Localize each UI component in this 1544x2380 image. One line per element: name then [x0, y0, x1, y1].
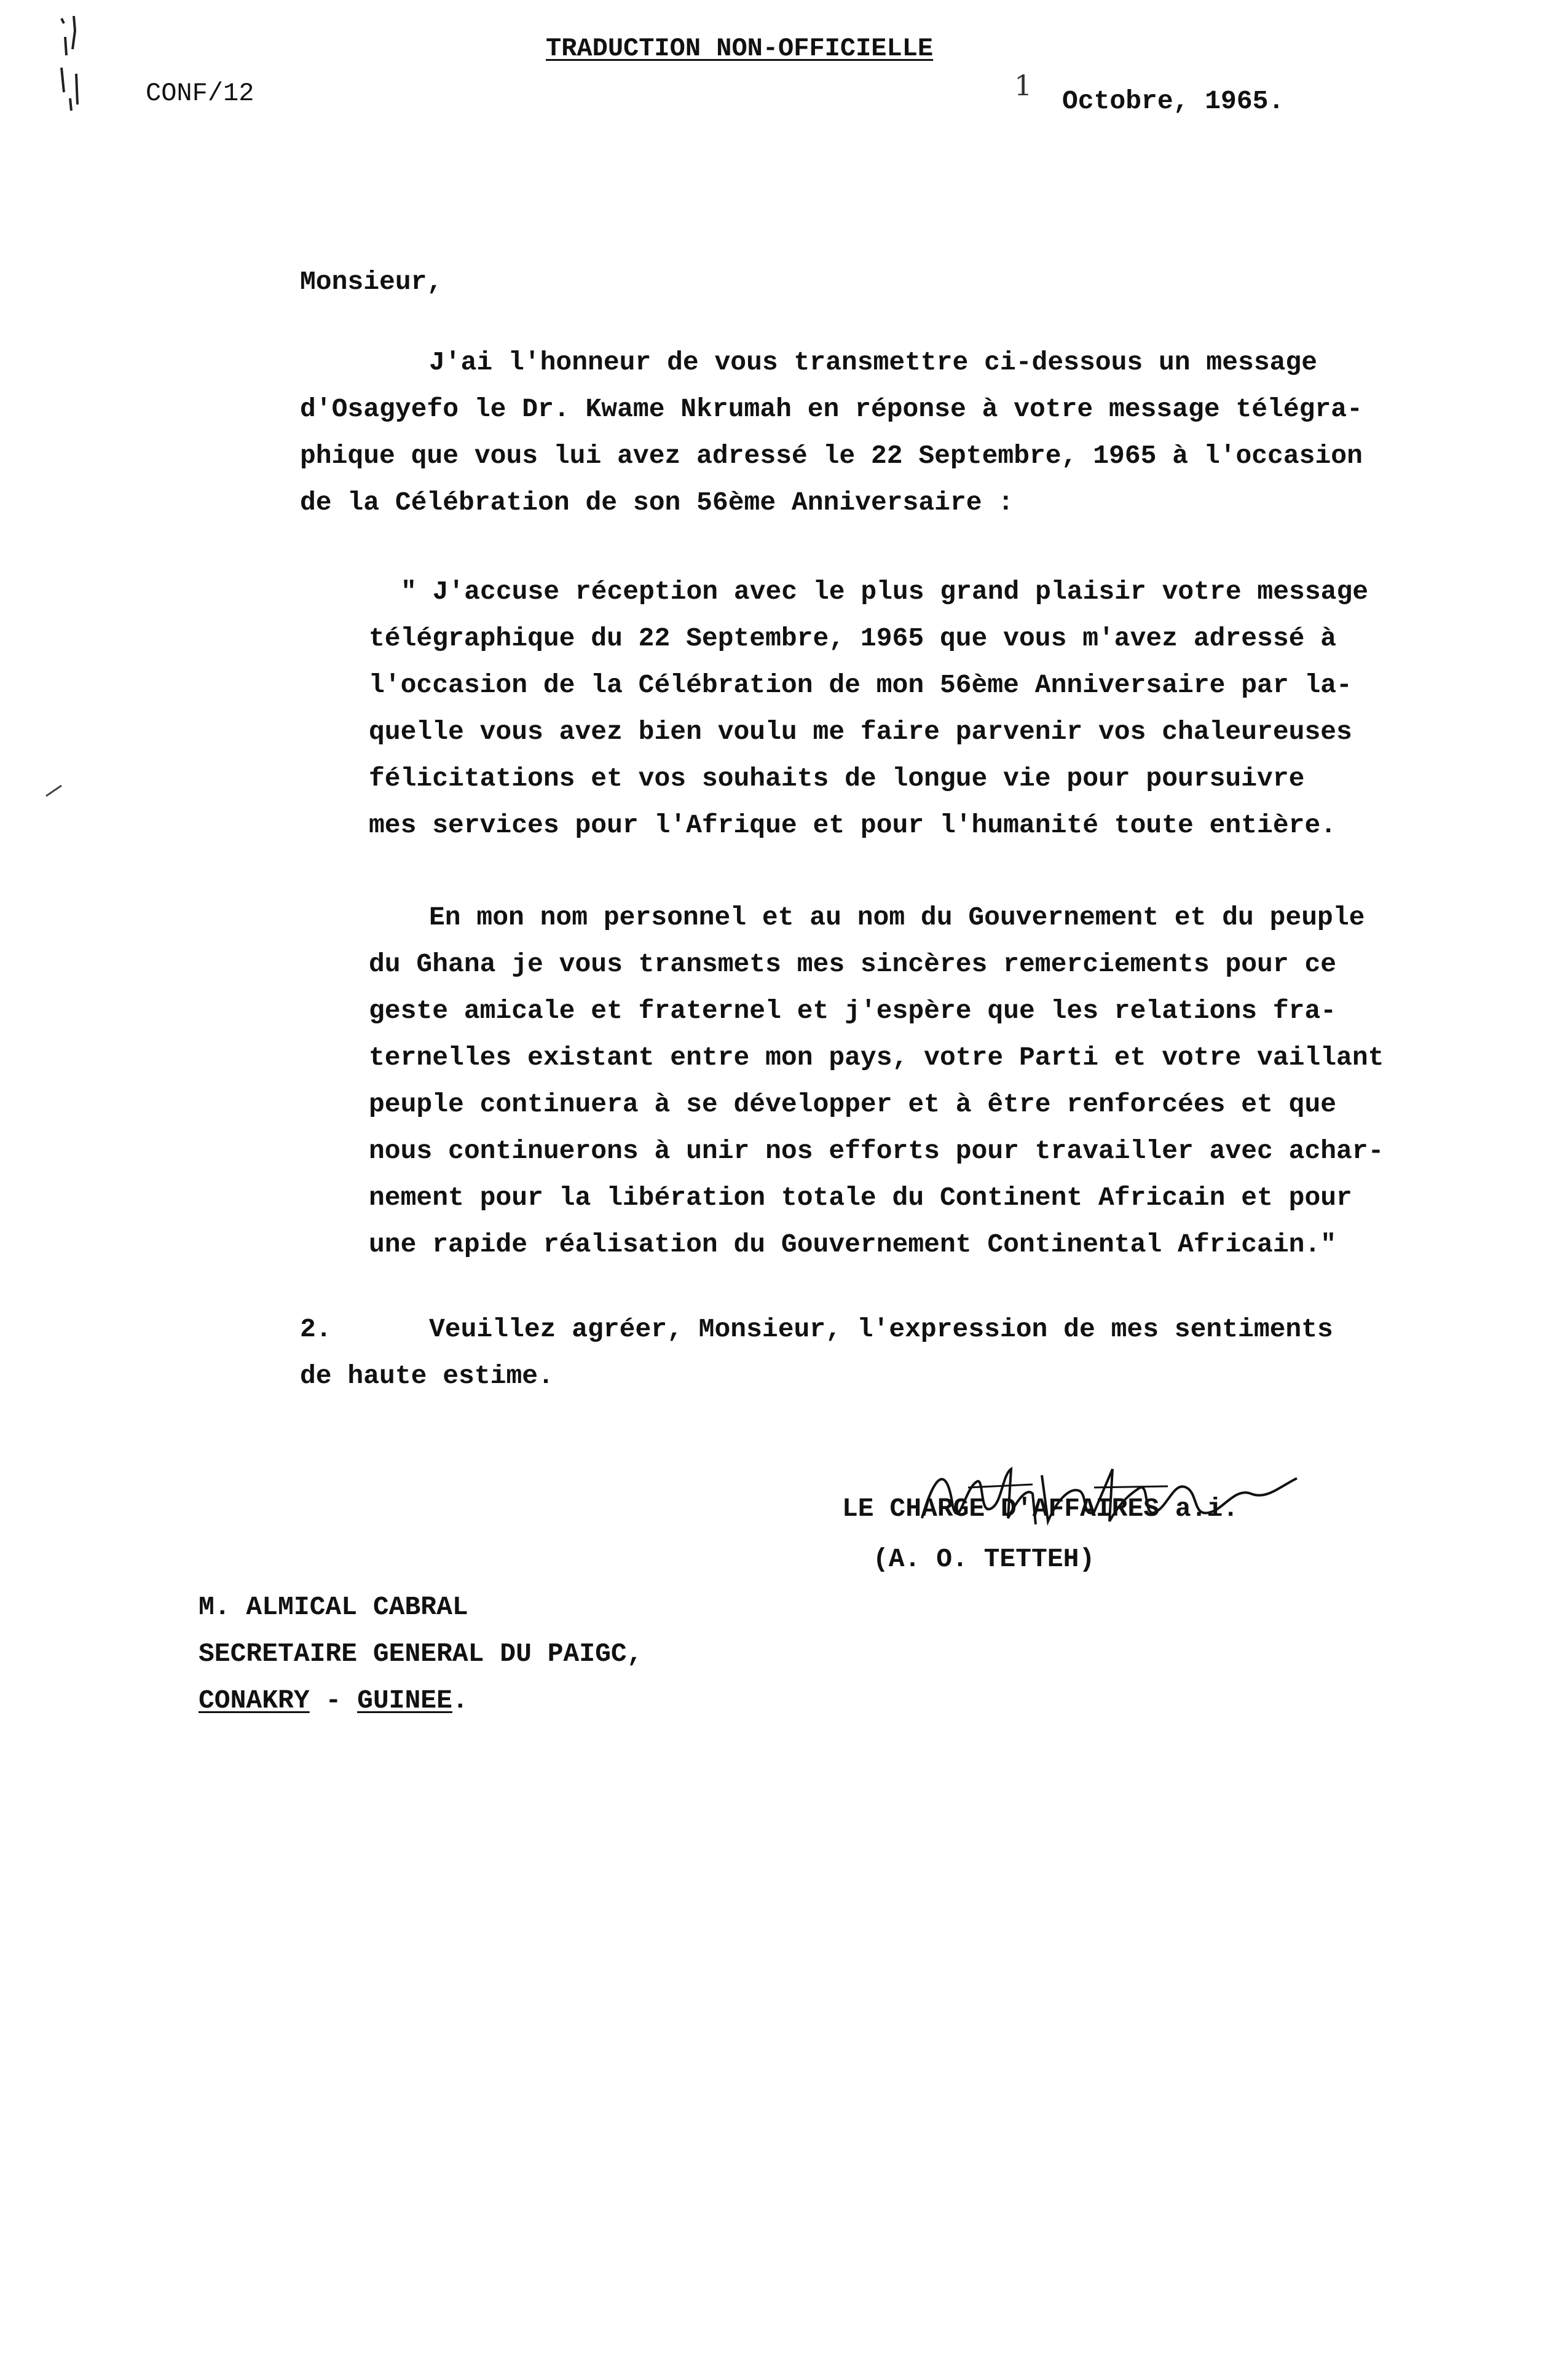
quote-line: nous continuerons à unir nos efforts pour travailler avec achar-: [369, 1136, 1384, 1166]
addressee-country: GUINEE: [357, 1685, 452, 1716]
closing-number: 2.: [300, 1314, 332, 1344]
letter-date: Octobre, 1965.: [1062, 86, 1285, 116]
closing-line: Veuillez agréer, Monsieur, l'expression de mes sentiments: [429, 1314, 1333, 1344]
quote-line: ternelles existant entre mon pays, votre Parti et votre vaillant: [369, 1042, 1384, 1073]
addressee-city: CONAKRY: [199, 1685, 310, 1716]
quote-line: l'occasion de la Célébration de mon 56ème Anniversaire par la-: [369, 670, 1352, 700]
quote-line: nement pour la libération totale du Continent Africain et pour: [369, 1183, 1352, 1213]
margin-marks: [43, 12, 117, 123]
quote-line: mes services pour l'Afrique et pour l'humanité toute entière.: [369, 810, 1337, 840]
location-end: .: [452, 1685, 468, 1716]
quote-line: une rapide réalisation du Gouvernement Continental Africain.": [369, 1229, 1337, 1259]
addressee-location: [199, 1685, 468, 1716]
quote-line: du Ghana je vous transmets mes sincères remerciements pour ce: [369, 949, 1337, 979]
intro-line: de la Célébration de son 56ème Anniversaire :: [300, 487, 1014, 518]
closing-line: de haute estime.: [300, 1361, 554, 1391]
salutation: Monsieur,: [300, 267, 443, 297]
margin-tick: [43, 781, 68, 799]
location-separator: -: [309, 1685, 358, 1716]
intro-line: phique que vous lui avez adressé le 22 Septembre, 1965 à l'occasion: [300, 441, 1363, 471]
quote-line: geste amicale et fraternel et j'espère que les relations fra-: [369, 996, 1337, 1026]
quote-line: télégraphique du 22 Septembre, 1965 que vous m'avez adressé à: [369, 623, 1337, 653]
quote-line: " J'accuse réception avec le plus grand plaisir votre message: [401, 577, 1369, 607]
signatory-name: (A. O. TETTEH): [873, 1544, 1095, 1574]
intro-line: J'ai l'honneur de vous transmettre ci-dessous un message: [429, 347, 1318, 377]
reference-number: CONF/12: [146, 79, 254, 108]
addressee-position: SECRETAIRE GENERAL DU PAIGC,: [199, 1639, 643, 1669]
intro-line: d'Osagyefo le Dr. Kwame Nkrumah en réponse à votre message télégra-: [300, 394, 1363, 424]
quote-line: quelle vous avez bien voulu me faire parvenir vos chaleureuses: [369, 717, 1352, 747]
handwritten-day: 1: [1014, 69, 1033, 102]
document-title: TRADUCTION NON-OFFICIELLE: [546, 34, 934, 63]
quote-line: félicitations et vos souhaits de longue vie pour poursuivre: [369, 763, 1305, 794]
signatory-title: LE CHARGE D'AFFAIRES a.i.: [842, 1494, 1239, 1524]
quote-line: peuple continuera à se développer et à être renforcées et que: [369, 1089, 1337, 1119]
addressee-name: M. ALMICAL CABRAL: [199, 1592, 468, 1622]
quote-line: En mon nom personnel et au nom du Gouvernement et du peuple: [429, 902, 1365, 932]
